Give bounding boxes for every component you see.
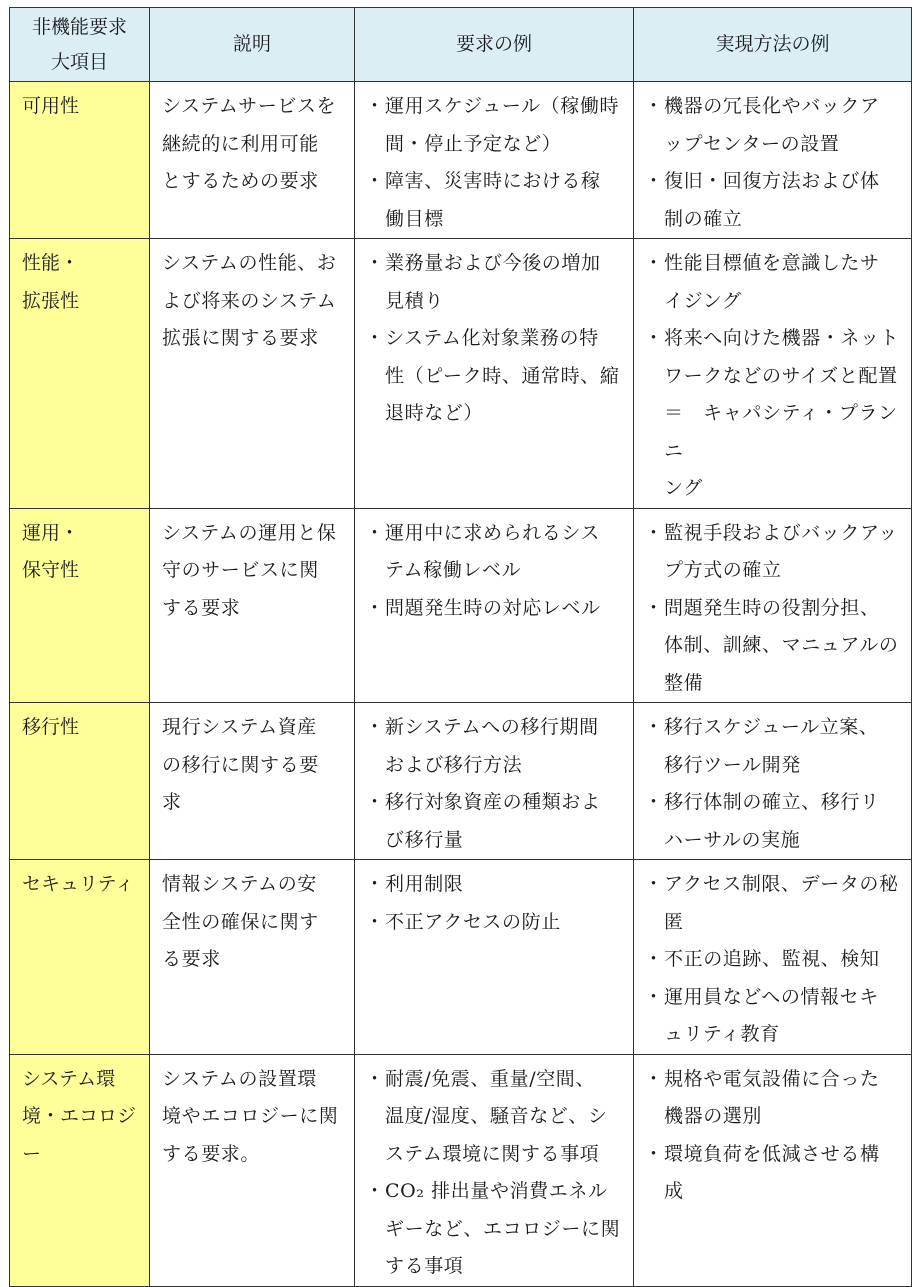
implementation-item-line: 成 — [664, 1180, 684, 1202]
requirement-list — [363, 1061, 625, 1286]
implementation-item — [642, 979, 903, 1054]
bullet-icon: ・ — [365, 791, 385, 813]
requirement-list — [363, 515, 625, 628]
requirement-item-line: 運用スケジュール（稼働時 — [385, 95, 620, 117]
description-line: 拡張に関する要求 — [162, 327, 319, 349]
requirement-item — [363, 320, 625, 433]
implementation-examples-cell — [634, 508, 912, 703]
implementation-list — [642, 88, 903, 238]
bullet-icon: ・ — [644, 1067, 664, 1090]
category-line: 拡張性 — [22, 289, 80, 312]
description-line: 境やエコロジーに関 — [162, 1105, 339, 1127]
requirement-item-line: 移行対象資産の種類およ — [385, 791, 601, 813]
requirement-item — [363, 245, 625, 320]
requirement-examples-cell — [355, 703, 634, 860]
category-line: 移行性 — [22, 716, 80, 738]
requirement-item-line: 運用中に求められるシス — [385, 521, 601, 544]
table-row — [10, 82, 912, 239]
bullet-icon: ・ — [365, 910, 385, 933]
implementation-examples-cell — [634, 239, 912, 509]
bullet-icon: ・ — [644, 873, 664, 895]
requirement-item-line: テム稼働レベル — [385, 559, 522, 581]
implementation-item-line: 将来へ向けた機器・ネット — [664, 327, 900, 349]
implementation-item-line: ュリティ教育 — [664, 1023, 780, 1045]
implementation-list — [642, 1061, 903, 1211]
implementation-item — [642, 1061, 903, 1136]
requirement-item-line: および移行方法 — [385, 753, 523, 776]
implementation-item-line: 体制、訓練、マニュアルの — [664, 634, 899, 656]
requirement-item-line: する事項 — [385, 1255, 464, 1277]
implementation-item — [642, 163, 903, 238]
implementation-item — [642, 515, 903, 590]
requirement-item-line: 新システムへの移行期間 — [385, 716, 599, 738]
requirement-item-line: 利用制限 — [385, 873, 464, 895]
implementation-list — [642, 866, 903, 1054]
implementation-item — [642, 866, 903, 941]
table-row — [10, 703, 912, 860]
implementation-item — [642, 941, 903, 979]
implementation-item-line: プ方式の確立 — [664, 559, 782, 581]
requirement-examples-cell — [355, 860, 634, 1055]
header-category — [10, 8, 150, 82]
description-cell — [150, 703, 355, 860]
requirement-item-line: 退時など） — [385, 402, 484, 424]
description-line: る要求 — [162, 948, 221, 970]
header-description: 説明 — [150, 8, 355, 82]
requirement-item-line: 性（ピーク時、通常時、縮 — [385, 364, 620, 387]
description-line: 現行システム資産 — [162, 716, 317, 738]
description-cell — [150, 239, 355, 509]
requirement-item — [363, 88, 625, 163]
implementation-examples-cell — [634, 1054, 912, 1286]
requirement-item — [363, 709, 625, 784]
description-line: の移行に関する要 — [162, 753, 319, 776]
implementation-item-line: 移行体制の確立、移行リ — [664, 791, 880, 813]
description-line: 情報システムの安 — [162, 873, 317, 895]
description-line: する要求。 — [162, 1142, 261, 1165]
requirement-item — [363, 866, 625, 904]
implementation-item-line: 移行ツール開発 — [664, 753, 801, 776]
description-line: システムサービスを — [162, 95, 337, 117]
category-line: 境・エコロジ — [22, 1105, 137, 1127]
implementation-item — [642, 590, 903, 703]
implementation-item-line: 復旧・回復方法および体 — [664, 170, 880, 192]
table-body — [10, 82, 912, 1287]
implementation-item-line: 制の確立 — [664, 207, 743, 230]
implementation-item-line: 機器の冗長化やバックア — [664, 95, 880, 117]
description-line: システムの運用と保 — [162, 521, 337, 544]
requirement-examples-cell — [355, 1054, 634, 1286]
implementation-item-line: 機器の選別 — [664, 1105, 763, 1127]
bullet-icon: ・ — [644, 716, 664, 738]
category-line: セキュリティ — [22, 873, 135, 895]
table-row — [10, 239, 912, 509]
category-line: 運用・ — [22, 521, 80, 544]
bullet-icon: ・ — [644, 596, 664, 619]
requirement-item-line: 耐震/免震、重量/空間、 — [385, 1067, 596, 1090]
category-cell — [10, 239, 150, 509]
header-row — [10, 8, 912, 82]
requirement-item — [363, 1061, 625, 1174]
description-cell — [150, 508, 355, 703]
implementation-item — [642, 709, 903, 784]
implementation-examples-cell — [634, 703, 912, 860]
requirement-item — [363, 1173, 625, 1286]
implementation-item-line: 移行スケジュール立案、 — [664, 716, 879, 738]
requirement-item — [363, 590, 625, 628]
category-line: 保守性 — [22, 559, 80, 581]
category-cell — [10, 860, 150, 1055]
category-cell — [10, 1054, 150, 1286]
implementation-item-line: 問題発生時の役割分担、 — [664, 596, 880, 619]
requirement-item-line: CO₂ 排出量や消費エネル — [385, 1180, 608, 1202]
implementation-item — [642, 245, 903, 320]
bullet-icon: ・ — [365, 873, 385, 895]
requirement-list — [363, 88, 625, 238]
requirement-item-line: 不正アクセスの防止 — [385, 910, 561, 933]
implementation-item-line: ワークなどのサイズと配置 — [664, 364, 898, 387]
implementation-item-line: 性能目標値を意識したサ — [664, 252, 880, 274]
requirement-item — [363, 163, 625, 238]
implementation-list — [642, 515, 903, 703]
header-category-line-2: 大項目 — [50, 50, 108, 73]
description-cell — [150, 860, 355, 1055]
requirement-item-line: システム化対象業務の特 — [385, 327, 599, 349]
requirement-item-line: 間・停止予定など） — [385, 132, 562, 155]
implementation-item-line: ハーサルの実施 — [664, 828, 801, 851]
implementation-item — [642, 320, 903, 508]
requirement-item-line: 働目標 — [385, 207, 444, 230]
requirement-item-line: び移行量 — [385, 828, 464, 851]
implementation-examples-cell — [634, 860, 912, 1055]
requirement-examples-cell — [355, 508, 634, 703]
bullet-icon: ・ — [365, 1180, 385, 1202]
bullet-icon: ・ — [644, 95, 664, 117]
implementation-list — [642, 709, 903, 859]
requirement-item — [363, 784, 625, 859]
table-row — [10, 860, 912, 1055]
implementation-item-line: 運用員などへの情報セキ — [664, 985, 879, 1008]
requirement-item-line: 問題発生時の対応レベル — [385, 596, 601, 619]
implementation-list — [642, 245, 903, 508]
description-line: よび将来のシステム — [162, 289, 337, 312]
bullet-icon: ・ — [644, 985, 664, 1008]
implementation-item-line: 監視手段およびバックアッ — [664, 521, 898, 544]
requirement-item-line: ステム環境に関する事項 — [385, 1142, 600, 1165]
description-line: する要求 — [162, 596, 241, 619]
implementation-item-line: ップセンターの設置 — [664, 132, 840, 155]
header-category-line-1: 非機能要求 — [31, 15, 127, 38]
table-row — [10, 508, 912, 703]
requirement-list — [363, 245, 625, 433]
implementation-item-line: 不正の追跡、監視、検知 — [664, 948, 880, 970]
implementation-item-line: 整備 — [664, 671, 704, 694]
requirement-item — [363, 515, 625, 590]
bullet-icon: ・ — [644, 521, 664, 544]
requirement-item-line: 業務量および今後の増加 — [385, 252, 601, 274]
requirement-examples-cell — [355, 239, 634, 509]
description-line: 求 — [162, 791, 182, 813]
requirement-list — [363, 866, 625, 941]
requirement-item-line: 見積り — [385, 289, 444, 312]
description-line: 守のサービスに関 — [162, 559, 319, 581]
bullet-icon: ・ — [644, 948, 664, 970]
bullet-icon: ・ — [644, 170, 664, 192]
requirement-item-line: 障害、災害時における稼 — [385, 170, 601, 192]
requirement-list — [363, 709, 625, 859]
header-implementation-examples: 実現方法の例 — [634, 8, 912, 82]
bullet-icon: ・ — [644, 252, 664, 274]
implementation-item — [642, 1136, 903, 1211]
table-row — [10, 1054, 912, 1286]
requirement-item — [363, 904, 625, 942]
category-cell — [10, 703, 150, 860]
implementation-item — [642, 88, 903, 163]
implementation-item-line: 匿 — [664, 910, 684, 933]
category-line: 性能・ — [22, 252, 80, 274]
description-cell — [150, 82, 355, 239]
bullet-icon: ・ — [365, 327, 385, 349]
bullet-icon: ・ — [365, 521, 385, 544]
implementation-examples-cell — [634, 82, 912, 239]
implementation-item-line: アクセス制限、データの秘 — [664, 873, 899, 895]
implementation-item-line: イジング — [664, 289, 742, 312]
requirement-item-line: 温度/湿度、騒音など、シ — [385, 1105, 608, 1127]
non-functional-requirements-table — [9, 7, 912, 1287]
category-line: システム環 — [22, 1067, 116, 1090]
category-cell — [10, 82, 150, 239]
category-cell — [10, 508, 150, 703]
description-line: システムの設置環 — [162, 1067, 317, 1090]
implementation-item-line: 環境負荷を低減させる構 — [664, 1142, 880, 1165]
bullet-icon: ・ — [365, 716, 385, 738]
description-line: システムの性能、お — [162, 252, 337, 274]
implementation-item-line: ング — [664, 477, 703, 499]
bullet-icon: ・ — [365, 1067, 385, 1090]
requirement-item-line: ギーなど、エコロジーに関 — [385, 1217, 621, 1240]
header-requirement-examples: 要求の例 — [355, 8, 634, 82]
bullet-icon: ・ — [365, 596, 385, 619]
description-line: とするための要求 — [162, 170, 319, 192]
category-line: 可用性 — [22, 95, 80, 117]
category-line: ー — [22, 1142, 42, 1165]
bullet-icon: ・ — [365, 170, 385, 192]
description-line: 継続的に利用可能 — [162, 132, 319, 155]
description-cell — [150, 1054, 355, 1286]
bullet-icon: ・ — [644, 1142, 664, 1165]
implementation-item — [642, 784, 903, 859]
bullet-icon: ・ — [365, 252, 385, 274]
bullet-icon: ・ — [365, 95, 385, 117]
implementation-item-line: ＝ キャパシティ・プランニ — [664, 402, 898, 462]
bullet-icon: ・ — [644, 791, 664, 813]
implementation-item-line: 規格や電気設備に合った — [664, 1067, 880, 1090]
description-line: 全性の確保に関す — [162, 910, 319, 933]
bullet-icon: ・ — [644, 327, 664, 349]
requirement-examples-cell — [355, 82, 634, 239]
